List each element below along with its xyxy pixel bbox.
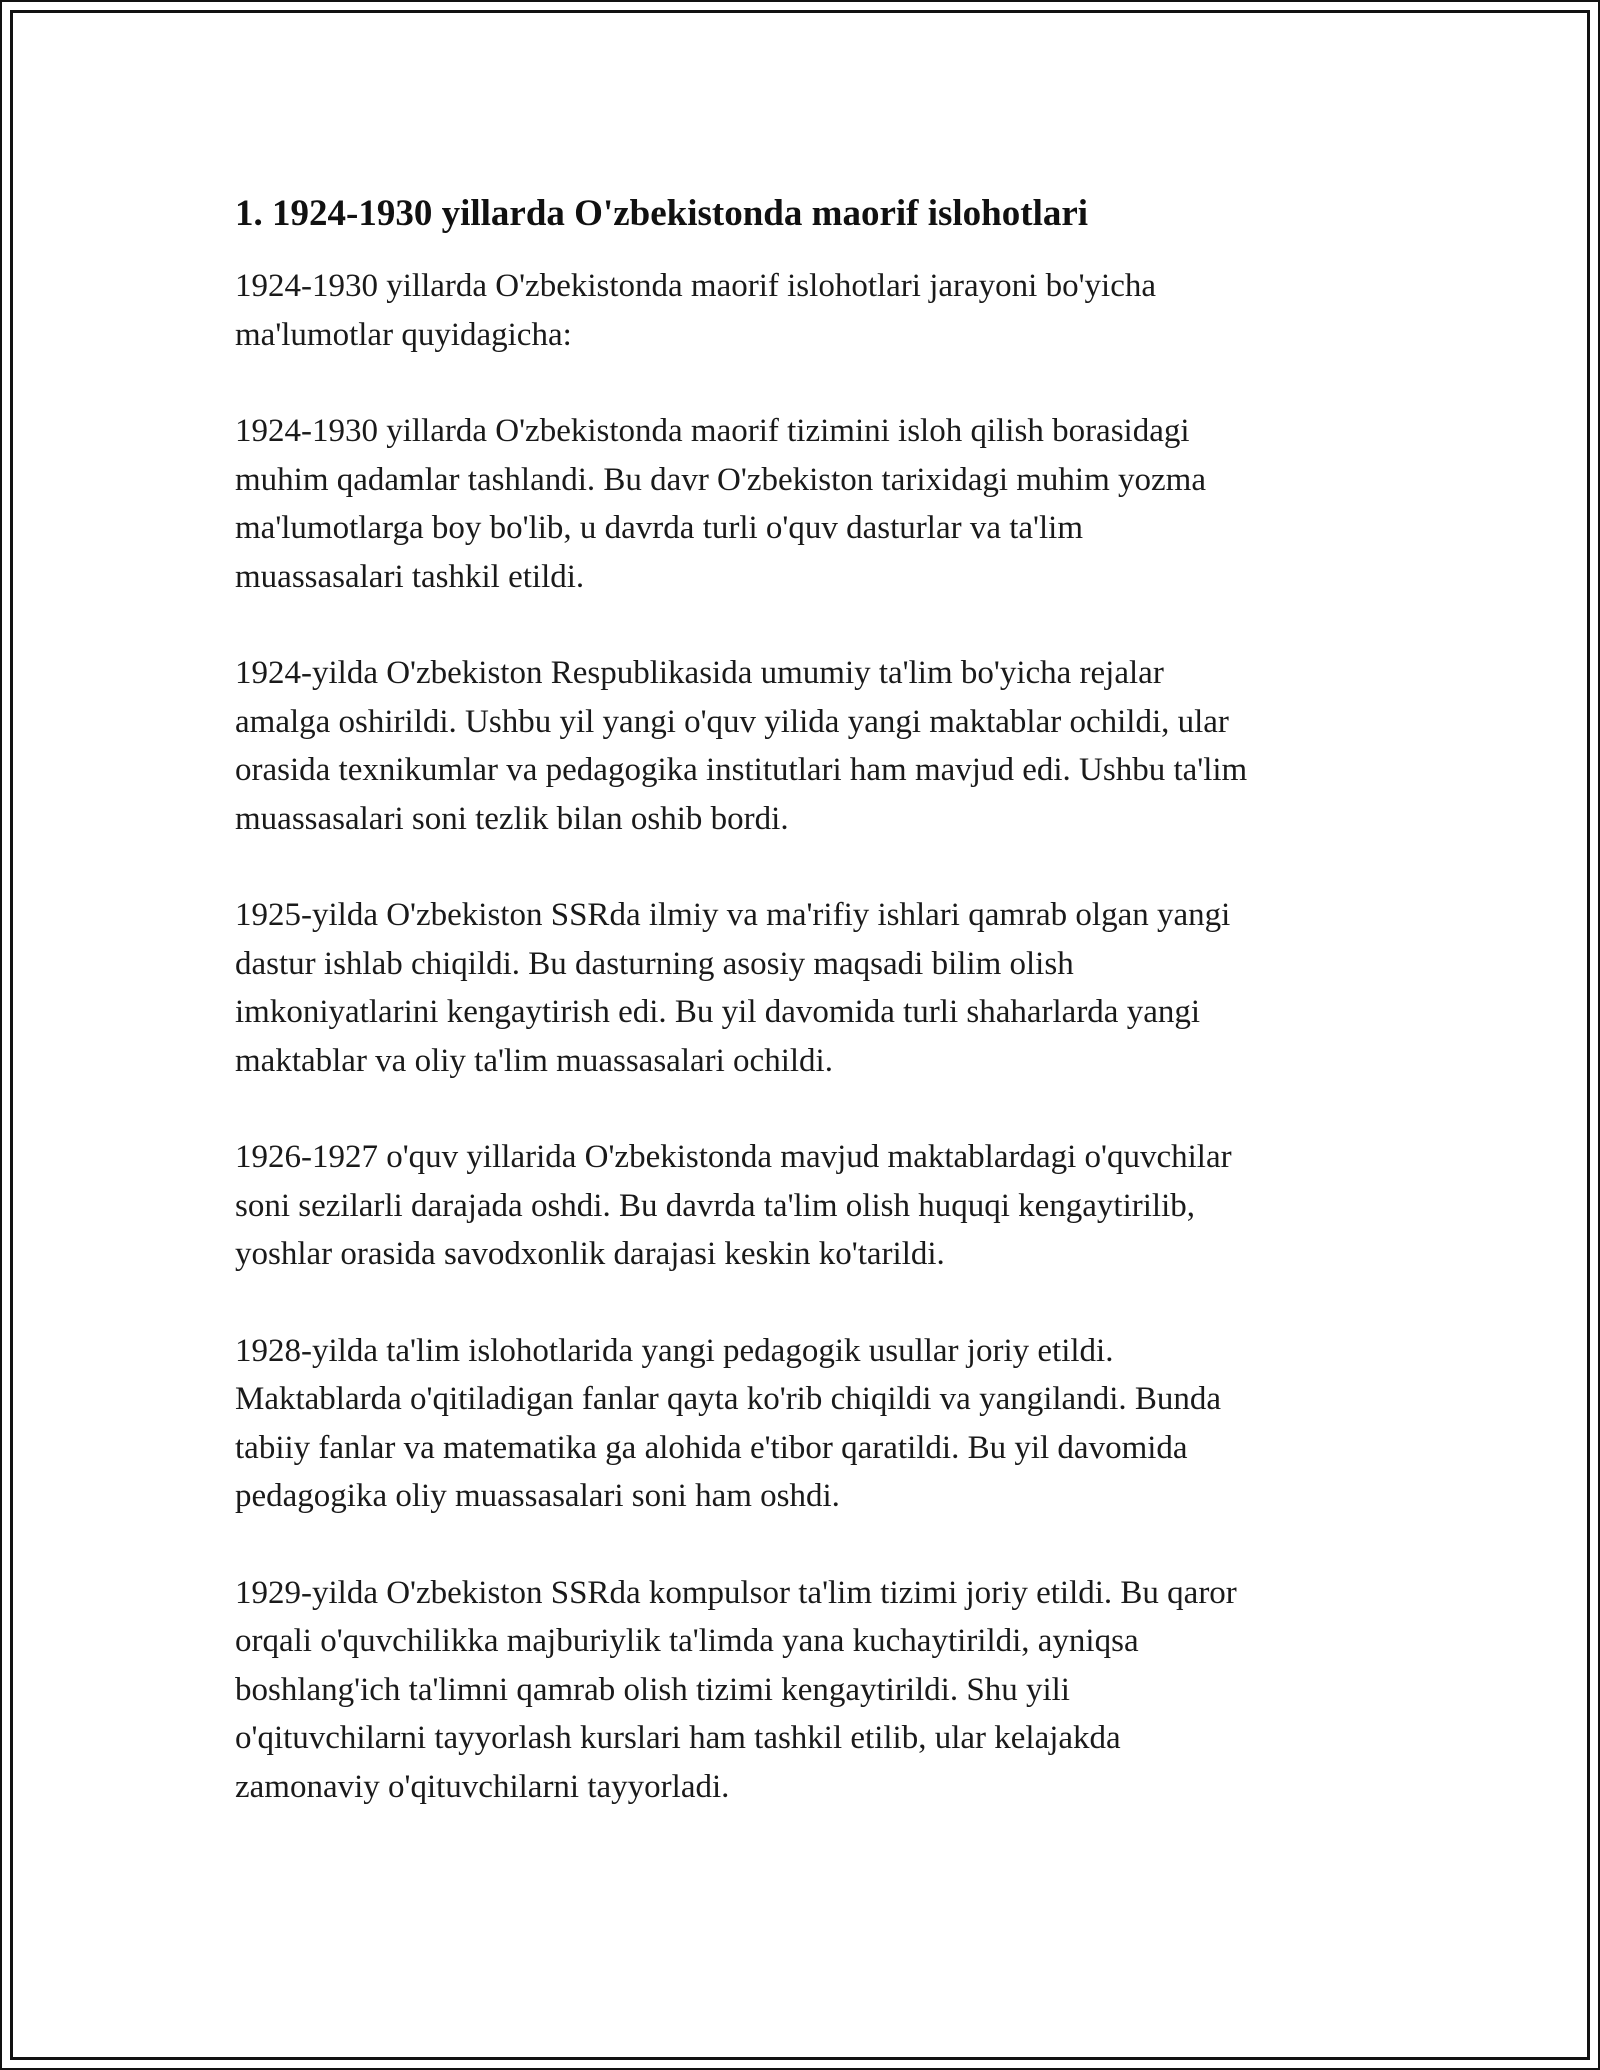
paragraph-1924: 1924-yilda O'zbekiston Respublikasida umumiy ta'lim bo'yicha rejalar amalga oshirildi. Ushbu yil yangi o'quv yilida yangi maktablar ochildi, ular orasida texnikumlar va pedagogika institutlari ham mavjud edi. Ushbu ta'lim muassasalari soni tezlik bilan oshib bordi.: [235, 655, 1248, 837]
paragraph-intro: 1924-1930 yillarda O'zbekistonda maorif islohotlari jarayoni bo'yicha ma'lumotlar quyidagicha:: [235, 268, 1156, 353]
document-body: [235, 188, 1395, 1859]
paragraph-1929: 1929-yilda O'zbekiston SSRda kompulsor ta'lim tizimi joriy etildi. Bu qaror orqali o'quvchilikka majburiylik ta'limda yana kuchaytirildi, ayniqsa boshlang'ich ta'limni qamrab olish tizimi kengaytirildi. Shu yili o'qituvchilarni tayyorlash kurslari ham tashkil etilib, ular kelajakda zamonaviy o'qituvchilarni tayyorladi.: [235, 1574, 1237, 1805]
paragraph-1924-1930: 1924-1930 yillarda O'zbekistonda maorif tizimini isloh qilish borasidagi muhim qadamlar tashlandi. Bu davr O'zbekiston tarixidagi muhim yozma ma'lumotlarga boy bo'lib, u davrda turli o'quv dasturlar va ta'lim muassasalari tashkil etildi.: [235, 413, 1206, 595]
document-title: 1. 1924-1930 yillarda O'zbekistonda maorif islohotlari: [235, 193, 1089, 234]
paragraph-1926-1927: 1926-1927 o'quv yillarida O'zbekistonda mavjud maktablardagi o'quvchilar soni sezilarli darajada oshdi. Bu davrda ta'lim olish huquqi kengaytirilib, yoshlar orasida savodxonlik darajasi keskin ko'tarildi.: [235, 1139, 1232, 1272]
paragraph-1928: 1928-yilda ta'lim islohotlarida yangi pedagogik usullar joriy etildi. Maktablarda o'qitiladigan fanlar qayta ko'rib chiqildi va yangilandi. Bunda tabiiy fanlar va matematika ga alohida e'tibor qaratildi. Bu yil davomida pedagogika oliy muassasalari soni ham oshdi.: [235, 1332, 1222, 1514]
paragraph-1925: 1925-yilda O'zbekiston SSRda ilmiy va ma'rifiy ishlari qamrab olgan yangi dastur ishlab chiqildi. Bu dasturning asosiy maqsadi bilim olish imkoniyatlarini kengaytirish edi. Bu yil davomida turli shaharlarda yangi maktablar va oliy ta'lim muassasalari ochildi.: [235, 897, 1231, 1079]
